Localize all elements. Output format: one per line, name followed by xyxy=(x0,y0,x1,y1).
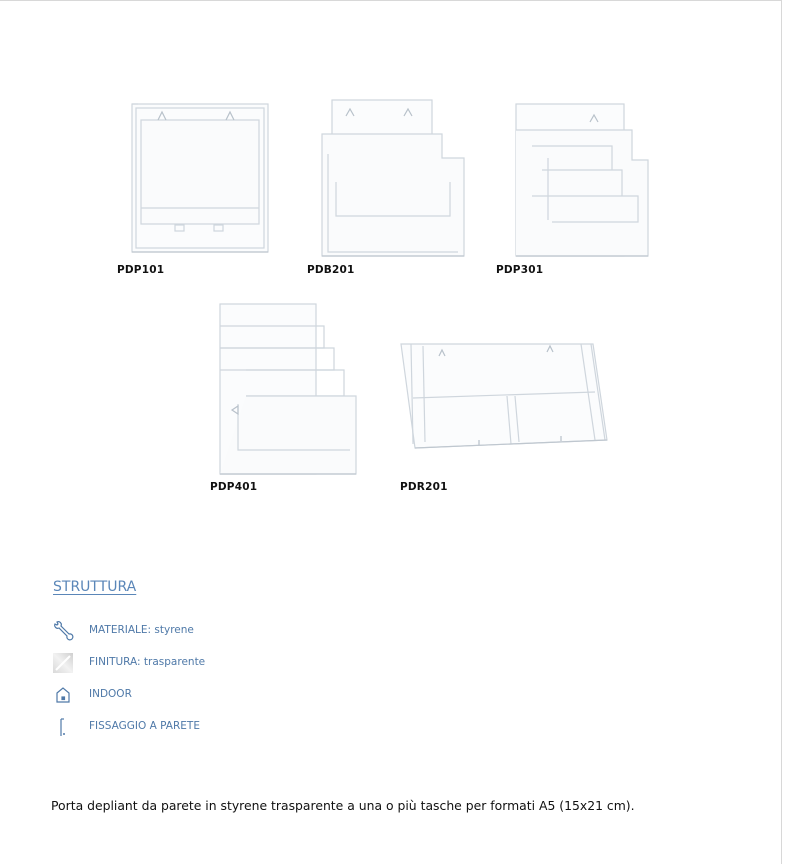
product-image-pdp301 xyxy=(512,100,657,265)
top-border xyxy=(0,0,781,1)
product-code-pdp401: PDP401 xyxy=(210,481,258,493)
feature-indoor xyxy=(52,684,452,706)
feature-label-materiale: MATERIALE: styrene xyxy=(89,624,194,636)
feature-fissaggio xyxy=(52,716,452,738)
product-image-pdp101 xyxy=(128,100,273,260)
product-code-pdp301: PDP301 xyxy=(496,264,544,276)
product-code-pdp101: PDP101 xyxy=(117,264,165,276)
section-title-struttura: STRUTTURA xyxy=(53,579,137,595)
house-icon xyxy=(52,684,74,706)
right-border xyxy=(781,0,782,864)
feature-label-finitura: FINITURA: trasparente xyxy=(89,656,206,668)
product-code-pdr201: PDR201 xyxy=(400,481,448,493)
finish-swatch-icon xyxy=(52,652,74,674)
feature-finitura xyxy=(52,652,452,674)
product-code-pdb201: PDB201 xyxy=(307,264,355,276)
feature-label-indoor: INDOOR xyxy=(89,688,132,700)
product-image-pdp401 xyxy=(216,300,364,478)
product-description: Porta depliant da parete in styrene trasparente a una o più tasche per formati A5 (15x21 cm). xyxy=(51,798,635,813)
feature-label-fissaggio: FISSAGGIO A PARETE xyxy=(89,720,200,732)
product-image-pdr201 xyxy=(395,336,617,456)
wall-mount-icon xyxy=(52,716,74,738)
feature-materiale xyxy=(52,620,452,642)
wrench-icon xyxy=(52,620,74,642)
product-image-pdb201 xyxy=(318,96,468,261)
